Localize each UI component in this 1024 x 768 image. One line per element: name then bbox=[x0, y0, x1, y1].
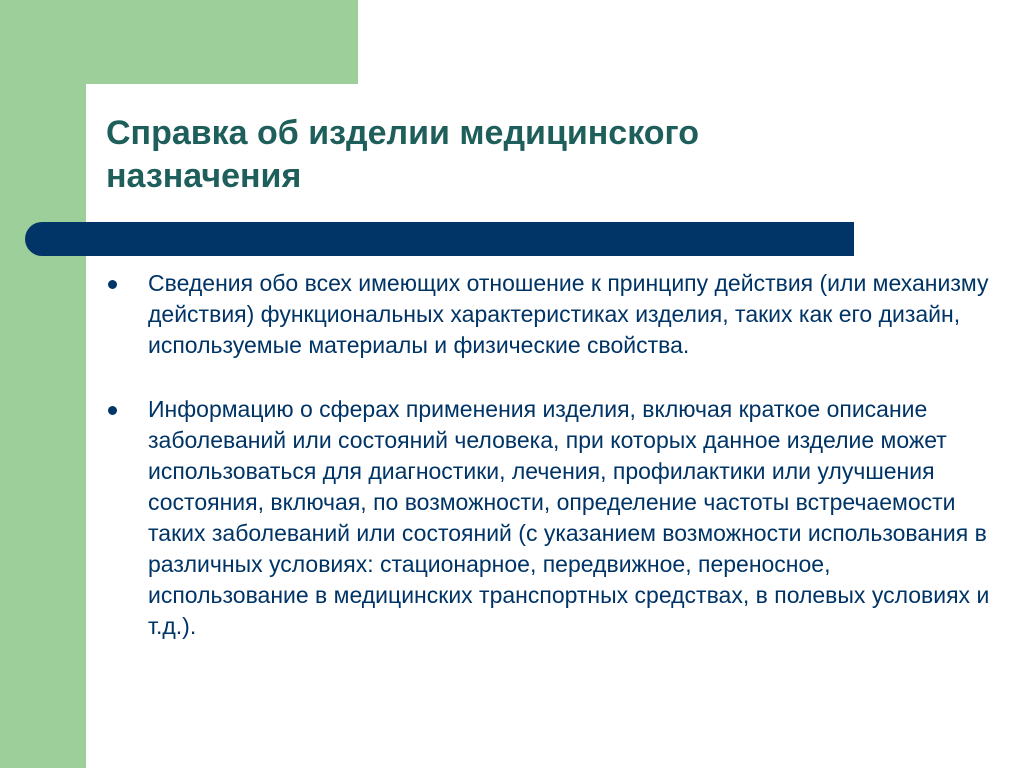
title-divider-bar bbox=[25, 222, 854, 256]
bullet-icon bbox=[108, 280, 117, 289]
bullet-icon bbox=[108, 406, 117, 415]
green-top-band bbox=[0, 0, 358, 84]
bullet-text: Сведения обо всех имеющих отношение к принципу действия (или механизму действия) функциональных характеристиках изделия, таких как его дизайн, используемые материалы и физические свойства. bbox=[148, 270, 989, 358]
bullet-text: Информацию о сферах применения изделия, включая краткое описание заболеваний или состояний человека, при которых данное изделие может использоваться для диагностики, лечения, профилактики или улучшения состояния, включая, по возможности, определение частоты встречаемости таких заболеваний или состояний (с указанием возможности использования в различных условиях: стационарное, передвижное, переносное, использование в медицинских транспортных средствах, в полевых условиях и т.д.). bbox=[148, 396, 990, 639]
bullet-item bbox=[104, 394, 994, 642]
bullet-list bbox=[104, 268, 994, 675]
green-side-band bbox=[0, 0, 86, 768]
bullet-item bbox=[104, 268, 994, 361]
slide-title: Справка об изделии медицинского назначения bbox=[106, 114, 700, 195]
